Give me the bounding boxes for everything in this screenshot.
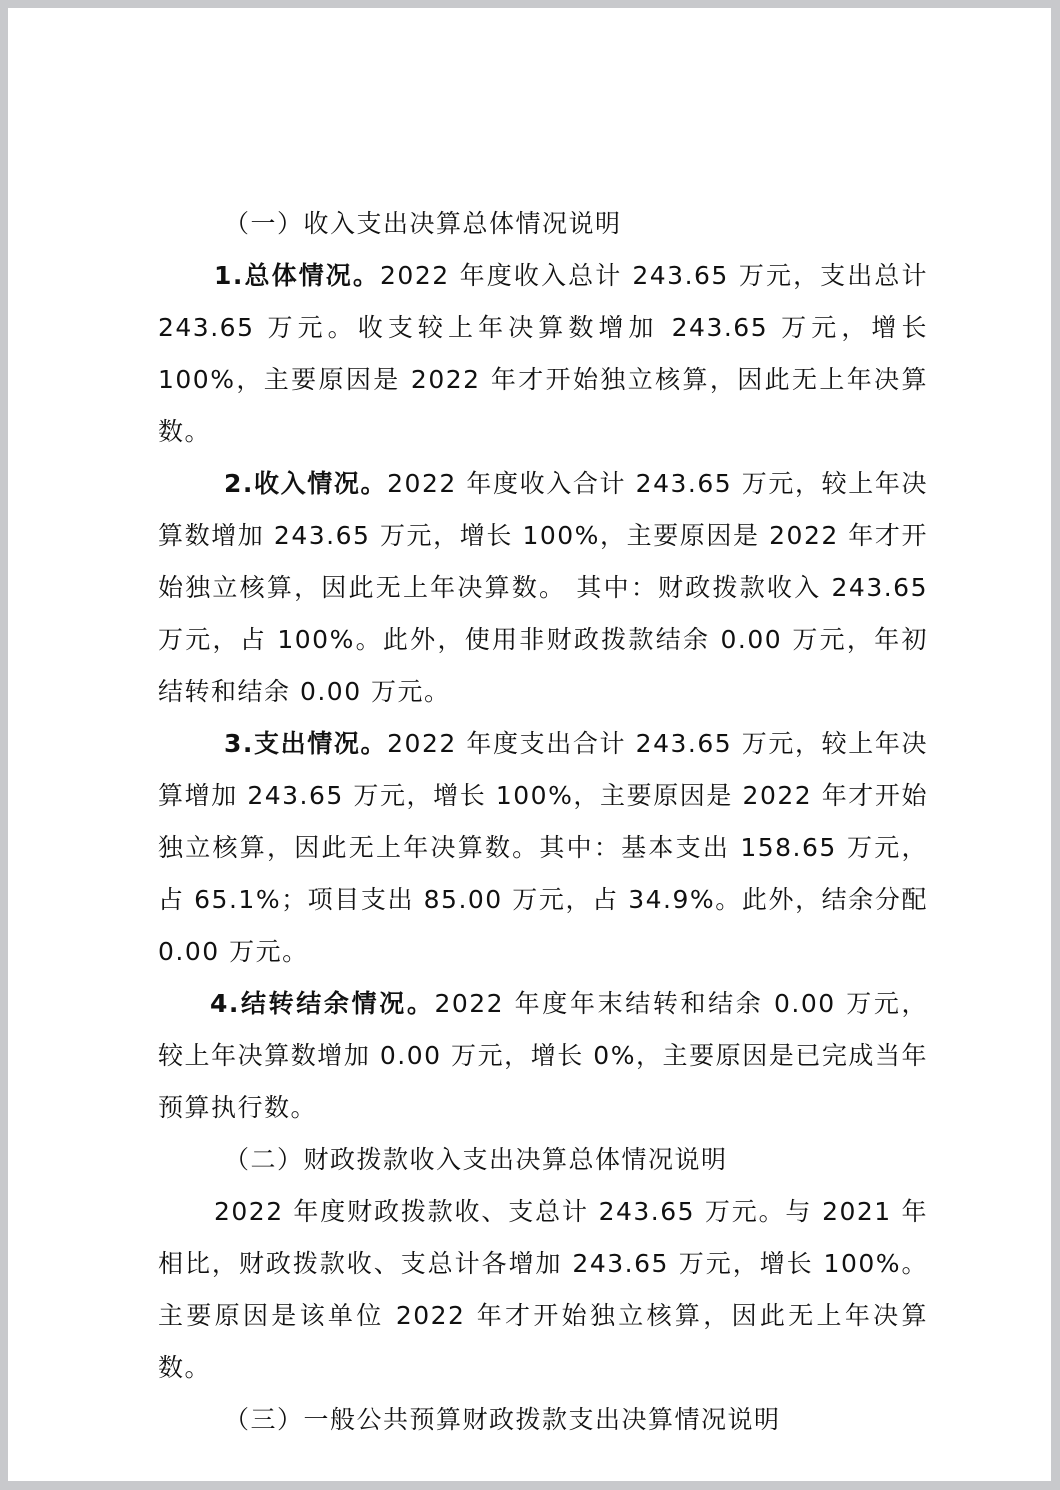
paragraph-lead: 3.支出情况。 [224,729,388,758]
section-heading-2: （二）财政拨款收入支出决算总体情况说明 [224,1145,728,1174]
paragraph-income [158,458,928,718]
section-heading-1: （一）收入支出决算总体情况说明 [224,209,622,238]
paragraph-carryover [158,978,928,1134]
paragraph-text: 2022 年度收入总计 243.65 万元，支出总计 243.65 万元。收支较上年决算数增加 243.65 万元，增长 100%，主要原因是 2022 年才开始独立核算，因此无上年决算数。 [158,261,928,446]
paragraph-fiscal-appropriation: 2022 年度财政拨款收、支总计 243.65 万元。与 2021 年相比，财政拨款收、支总计各增加 243.65 万元，增长 100%。主要原因是该单位 2022 年才开始独立核算，因此无上年决算数。 [158,1197,928,1382]
section-heading-3: （三）一般公共预算财政拨款支出决算情况说明 [224,1405,781,1434]
paragraph-text: 2022 年度支出合计 243.65 万元，较上年决算增加 243.65 万元，增长 100%，主要原因是 2022 年才开始独立核算，因此无上年决算数。其中：基本支出 158.65 万元，占 65.1%；项目支出 85.00 万元，占 34.9%。此外，结余分配 0.00 万元。 [158,729,928,966]
paragraph-overall [158,250,928,458]
paragraph-lead: 2.收入情况。 [224,469,388,498]
paragraph-text: 2022 年度年末结转和结余 0.00 万元，较上年决算数增加 0.00 万元，增长 0%，主要原因是已完成当年预算执行数。 [158,989,928,1122]
paragraph-lead: 1.总体情况。 [214,261,381,290]
paragraph-expenditure [158,718,928,978]
paragraph-text: 2022 年度收入合计 243.65 万元，较上年决算数增加 243.65 万元，增长 100%，主要原因是 2022 年才开始独立核算，因此无上年决算数。 其中：财政拨款收入 243.65 万元，占 100%。此外，使用非财政拨款结余 0.00 万元，年初结转和结余 0.00 万元。 [158,469,928,706]
document-body [158,198,928,1446]
document-page [8,8,1051,1481]
paragraph-lead: 4.结转结余情况。 [210,989,435,1018]
